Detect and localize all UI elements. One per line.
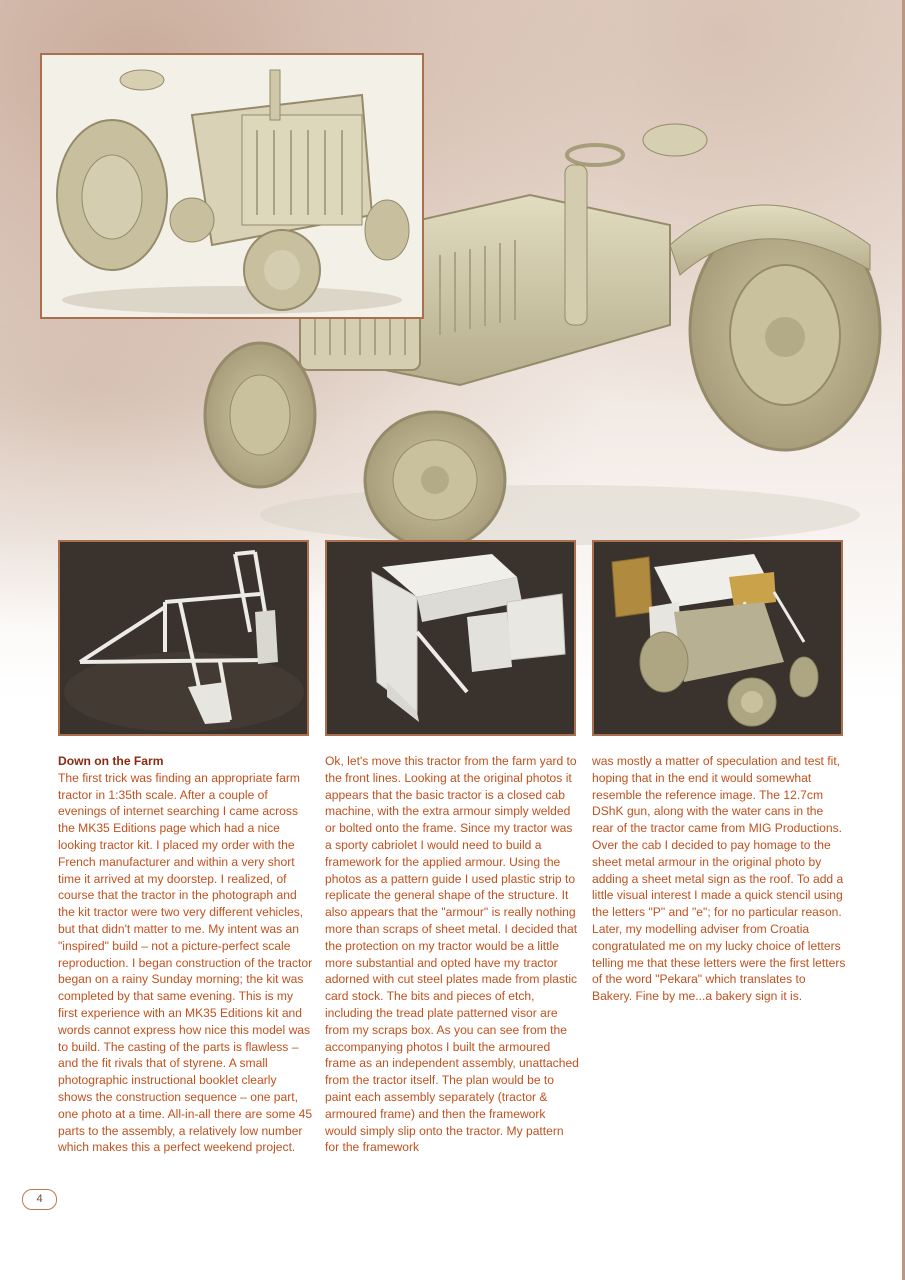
thumb-frame-stage-1 <box>58 540 309 736</box>
page-number: 4 <box>22 1189 57 1210</box>
thumb-frame-stage-2 <box>325 540 576 736</box>
inset-tractor-photo <box>40 53 424 319</box>
section-heading: Down on the Farm <box>58 754 164 768</box>
column-2-text: Ok, let's move this tractor from the farm yard to the front lines. Looking at the original photos it appears that the basic tractor is a closed cab machine, with the extra armour simply welded or bolted onto the frame. Since my tractor was a sporty cabriolet I would need to build a framework for the applied armour. Using the photos as a pattern guide I used plastic strip to replicate the general shape of the structure. It also appears that the "armour" is really nothing more than scraps of sheet metal. I decided that the protection on my tractor would be a little more substantial and opted have my tractor adorned with cut steel plates made from plastic card stock. The bits and pieces of etch, including the tread plate patterned visor are from my scraps box. As you can see from the accompanying photos I built the armoured frame as an independent assembly, unattached from the tractor itself. The plan would be to paint each assembly separately (tractor & armoured frame) and then the framework would simply slip onto the tractor. My pattern for the framework <box>325 754 579 1155</box>
column-1-text: The first trick was finding an appropriate farm tractor in 1:35th scale. After a couple of evenings of internet searching I came across the MK35 Editions page which had a nice looking tractor kit. I placed my order with the French manufacturer and within a very short time it arrived at my doorstep. I realized, of course that the tractor in the photograph and the kit tractor were two very different vehicles, but that didn't matter to me. My intent was an "inspired" build – not a picture-perfect scale reproduction. I began construction of the tractor began on a rainy Sunday morning; the kit was completed by that same evening. This is my first experience with an MK35 Editions kit and words cannot express how nice this model was to build. The casting of the parts is flawless – and the fit rivals that of styrene. A small photographic instructional booklet clearly shows the construction sequence – one part, one photo at a time. All-in-all there are some 45 parts to the assembly, a relatively low number which makes this a perfect weekend project. <box>58 770 313 1155</box>
thumb-cab-on-tractor <box>592 540 843 736</box>
column-3-text: was mostly a matter of speculation and test fit, hoping that in the end it would somewhat resemble the reference image. The 12.7cm DShK gun, along with the water cans in the rear of the tractor came from MIG Productions. Over the cab I decided to pay homage to the sheet metal armour in the original photo by adding a sheet metal sign as the roof. To add a little visual interest I made a quick stencil using the letters "P" and "e"; for no particular reason. Later, my modelling adviser from Croatia congratulated me on my lucky choice of letters telling me that these letters were the first letters of the word "Pekara" which translates to Bakery. Fine by me...a bakery sign it is. <box>592 754 846 1004</box>
article-column-2 <box>325 753 580 1156</box>
article-column-1 <box>58 753 313 1156</box>
article-column-3 <box>592 753 847 1005</box>
